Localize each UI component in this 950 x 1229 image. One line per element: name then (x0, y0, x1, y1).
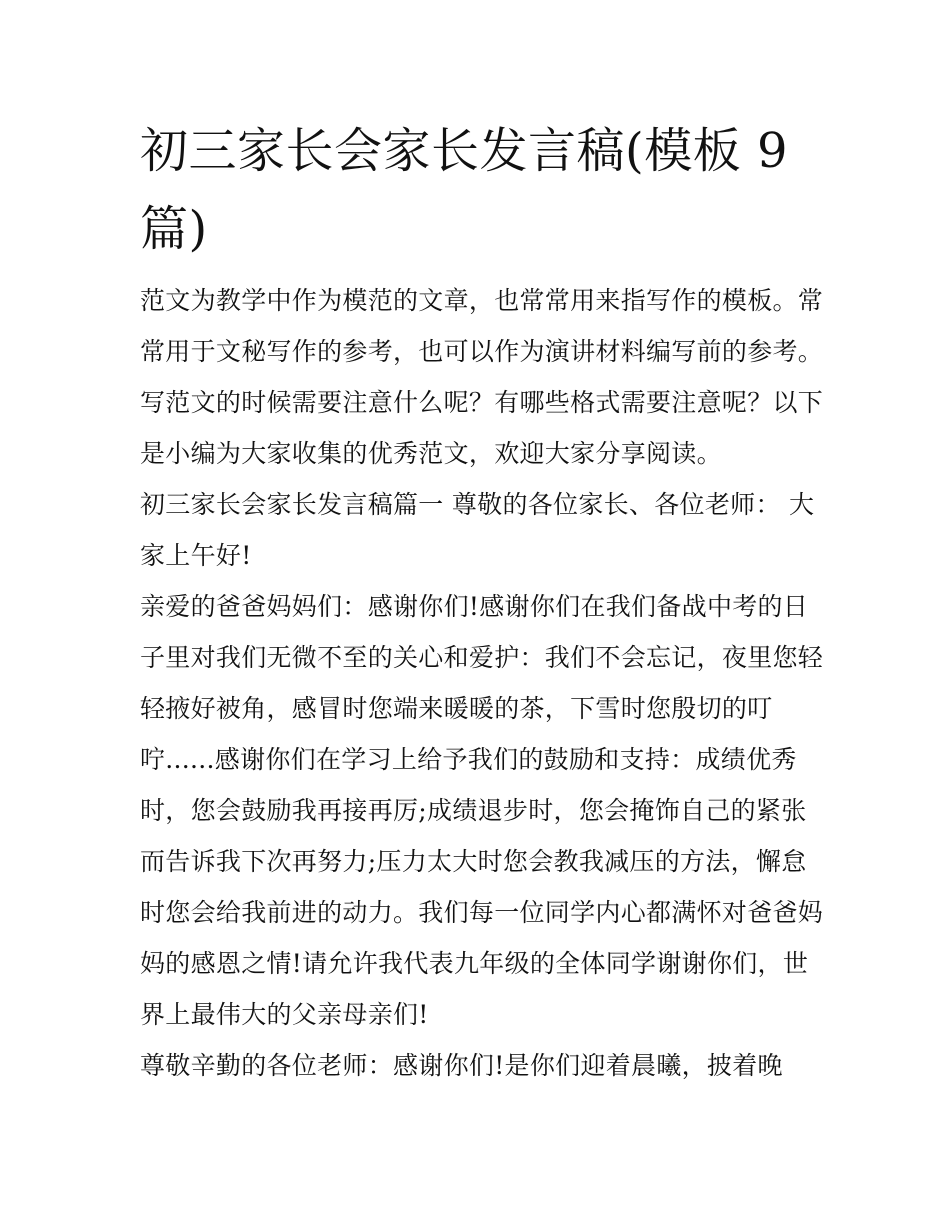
document-title (140, 112, 820, 268)
body-line: 时您会给我前进的动力。我们每一位同学内心都满怀对爸爸妈 (140, 898, 824, 927)
title-line: 篇) (140, 201, 208, 257)
body-line: 初三家长会家长发言稿篇一 尊敬的各位家长、各位老师： 大 (140, 490, 815, 519)
body-line: 轻掖好被角，感冒时您端来暖暖的茶，下雪时您殷切的叮 (140, 694, 773, 723)
body-line: 咛......感谢你们在学习上给予我们的鼓励和支持：成绩优秀 (140, 745, 797, 774)
body-line: 写范文的时候需要注意什么呢？有哪些格式需要注意呢？以下 (140, 388, 824, 417)
body-line: 范文为教学中作为模范的文章，也常常用来指写作的模板。常 (140, 286, 824, 315)
body-line: 妈的感恩之情!请允许我代表九年级的全体同学谢谢你们，世 (140, 949, 809, 978)
body-line: 界上最伟大的父亲母亲们! (140, 1000, 429, 1029)
body-line: 时，您会鼓励我再接再厉;成绩退步时，您会掩饰自己的紧张 (140, 796, 807, 825)
body-line: 子里对我们无微不至的关心和爱护：我们不会忘记，夜里您轻 (140, 643, 824, 672)
body-line: 是小编为大家收集的优秀范文，欢迎大家分享阅读。 (140, 439, 722, 468)
title-line: 初三家长会家长发言稿(模板 9 (140, 123, 789, 179)
body-line: 而告诉我下次再努力;压力太大时您会教我减压的方法，懈怠 (140, 847, 807, 876)
document-body (140, 275, 824, 1091)
body-line: 家上午好! (140, 541, 252, 570)
body-line: 亲爱的爸爸妈妈们：感谢你们!感谢你们在我们备战中考的日 (140, 592, 809, 621)
body-line: 尊敬辛勤的各位老师：感谢你们!是你们迎着晨曦，披着晚 (140, 1051, 783, 1080)
body-line: 常用于文秘写作的参考，也可以作为演讲材料编写前的参考。 (140, 337, 824, 366)
